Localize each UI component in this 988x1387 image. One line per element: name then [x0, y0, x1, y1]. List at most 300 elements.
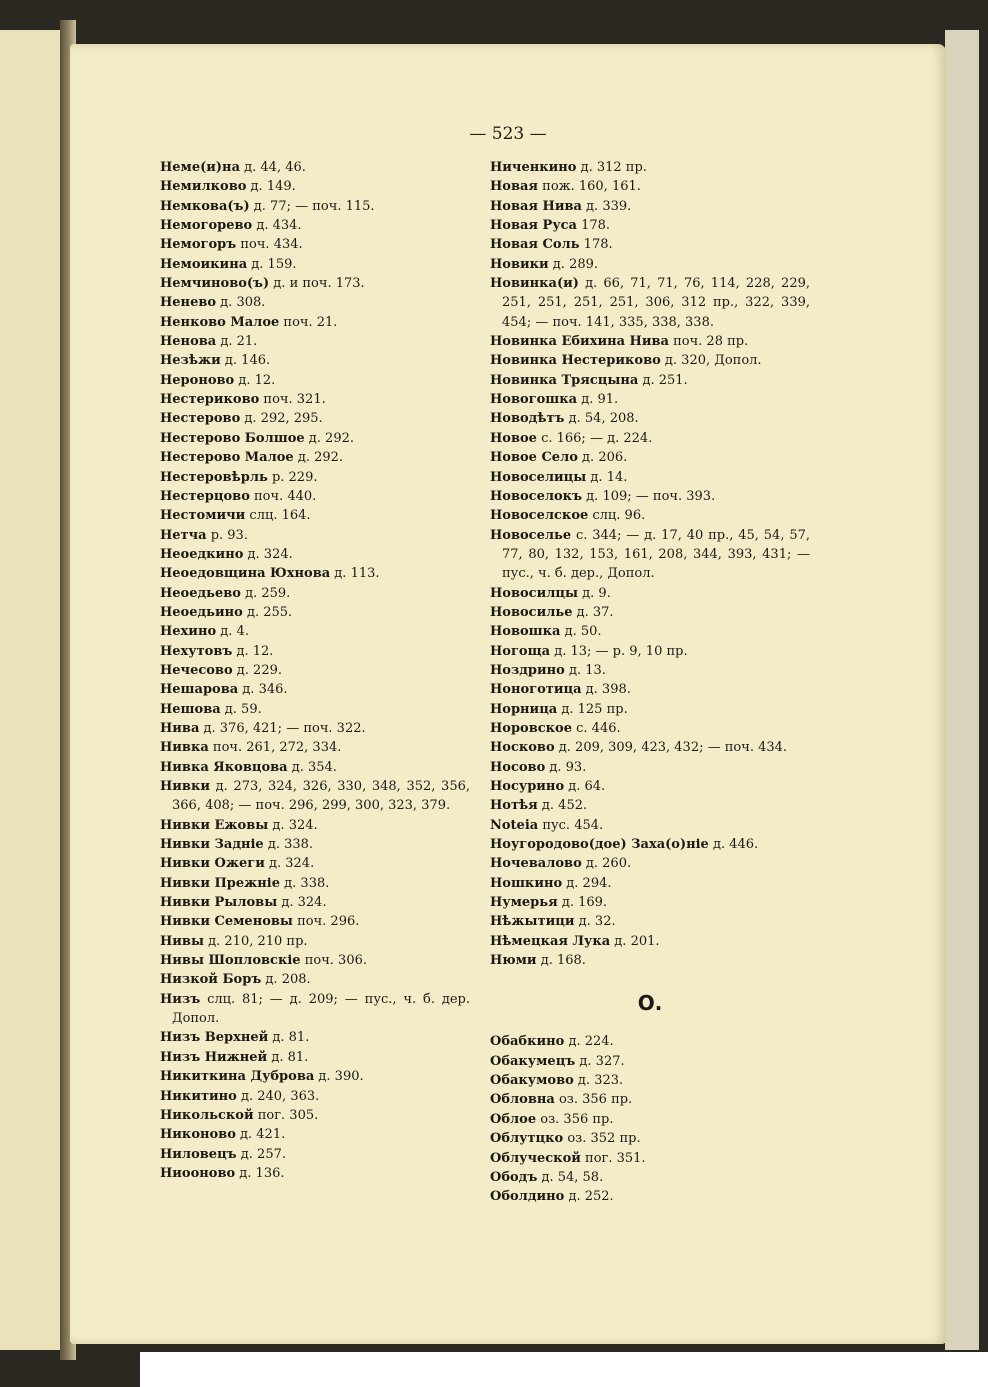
index-entry	[160, 719, 470, 738]
index-entry	[490, 468, 810, 487]
page-number: — 523 —	[469, 124, 547, 144]
entry-reference: д. 338.	[263, 837, 314, 853]
entry-reference: д. 44, 46.	[240, 160, 306, 175]
entry-reference: д. 346.	[238, 682, 288, 698]
entry-name: Низъ	[160, 991, 201, 1007]
index-entry	[160, 332, 470, 351]
entry-name: Ниченкино	[490, 160, 577, 175]
entry-name: Обловна	[490, 1092, 555, 1108]
entry-reference: д. 77; — поч. 115.	[249, 198, 375, 214]
index-entry	[160, 835, 470, 854]
index-entry	[160, 255, 470, 274]
entry-reference: слц. 164.	[245, 508, 311, 524]
left-page-edge	[0, 30, 62, 1350]
entry-reference: д. 324.	[243, 546, 293, 562]
index-entry	[160, 158, 470, 177]
index-entry	[160, 584, 470, 603]
entry-reference: д. 113.	[330, 566, 380, 582]
index-entry	[490, 796, 810, 815]
entry-reference: д. 323.	[573, 1073, 624, 1089]
entry-name: Нехино	[160, 624, 217, 640]
entry-name: Никольской	[160, 1107, 254, 1123]
entry-reference: д. 32.	[574, 914, 616, 930]
index-column-right	[490, 158, 810, 1207]
entry-reference: оз. 356 пр.	[554, 1092, 633, 1108]
entry-reference: оз. 352 пр.	[563, 1131, 641, 1147]
index-entry	[160, 293, 470, 312]
entry-name: Норовское	[490, 720, 572, 736]
index-entry	[160, 603, 470, 622]
entry-reference: д. 12.	[232, 643, 274, 659]
entry-reference: д. 260.	[581, 856, 632, 872]
entry-name: Незѣжи	[160, 353, 221, 369]
entry-reference: 178.	[579, 237, 613, 253]
index-entry	[490, 1187, 810, 1206]
entry-name: Noteia	[490, 817, 539, 833]
index-entry	[160, 177, 470, 196]
entry-name: Новая Руса	[490, 218, 577, 234]
entry-name: Ноноготица	[490, 682, 582, 698]
index-entry	[160, 642, 470, 661]
entry-name: Ногоща	[490, 643, 551, 659]
entry-reference: д. 81.	[268, 1030, 310, 1046]
entry-name: Носово	[490, 759, 546, 775]
entry-name: Новогошка	[490, 392, 578, 408]
entry-reference: д. 146.	[220, 353, 271, 369]
index-entry	[160, 1087, 470, 1106]
index-entry	[160, 371, 470, 390]
entry-name: Нивки Ожеги	[160, 856, 265, 872]
index-entry	[490, 854, 810, 873]
entry-name: Нива	[160, 720, 200, 736]
index-entry	[160, 700, 470, 719]
entry-reference: д. 339.	[581, 198, 632, 214]
entry-reference: пог. 351.	[580, 1150, 646, 1166]
index-entry	[490, 197, 810, 216]
entry-reference: д. 257.	[236, 1146, 287, 1162]
index-entry	[490, 816, 810, 835]
index-entry	[160, 777, 470, 816]
index-entry	[160, 506, 470, 525]
entry-reference: поч. 261, 272, 334.	[208, 740, 342, 756]
index-entry	[490, 893, 810, 912]
entry-name: Ношкино	[490, 875, 563, 891]
entry-name: Нестеровѣрль	[160, 469, 268, 485]
entry-name: Нивки	[160, 779, 210, 794]
entry-name: Нивки Задніе	[160, 837, 264, 853]
entry-reference: д. 201.	[610, 933, 660, 949]
entry-reference: д. 255.	[242, 604, 293, 620]
index-entry	[490, 1129, 810, 1148]
entry-reference: с. 344; — д. 17, 40 пр., 45, 54, 57, 77, 80, 132, 153, 161, 208, 344, 393, 431; — пус., ч. б. дер., Допол.	[502, 527, 810, 582]
scan-margin	[140, 1352, 988, 1387]
index-entry	[160, 274, 470, 293]
entry-reference: д. 13.	[564, 662, 606, 678]
entry-name: Нешова	[160, 701, 221, 717]
entry-name: Нивка	[160, 740, 209, 756]
index-entry	[160, 1106, 470, 1125]
entry-name: Нивы	[160, 933, 204, 949]
entry-reference: д. 338.	[280, 875, 330, 891]
entry-name: Обакумецъ	[490, 1053, 576, 1069]
entry-reference: д. 4.	[216, 624, 249, 640]
index-entry	[490, 409, 810, 428]
entry-name: Неме(и)на	[160, 160, 240, 175]
entry-name: Новое	[490, 430, 537, 446]
entry-name: Нестерово Болшое	[160, 430, 305, 446]
entry-reference: д. 251.	[638, 372, 688, 388]
entry-name: Неоедовщина Юхнова	[160, 566, 331, 582]
index-entry	[490, 506, 810, 525]
entry-reference: д. 354.	[287, 759, 337, 775]
index-entry	[490, 738, 810, 757]
index-entry	[490, 1149, 810, 1168]
entry-name: Обакумово	[490, 1073, 574, 1089]
index-entry	[160, 351, 470, 370]
entry-name: Нѣмецкая Лука	[490, 933, 611, 949]
index-entry	[160, 313, 470, 332]
entry-name: Низкой Боръ	[160, 972, 262, 988]
entry-reference: д. 289.	[548, 256, 599, 272]
index-entry	[160, 1164, 470, 1183]
index-entry	[490, 1090, 810, 1109]
index-entry	[160, 235, 470, 254]
entry-name: Облутцко	[490, 1131, 564, 1147]
entry-reference: д. 421.	[235, 1127, 286, 1143]
entry-name: Носково	[490, 740, 555, 756]
index-entry	[160, 951, 470, 970]
entry-name: Новинка Ебихина Нива	[490, 334, 669, 350]
index-entry	[160, 990, 470, 1029]
entry-name: Никиткина Дуброва	[160, 1069, 315, 1085]
entry-name: Ниловецъ	[160, 1146, 237, 1162]
index-entry	[160, 661, 470, 680]
entry-reference: с. 166; — д. 224.	[536, 430, 653, 446]
index-entry	[160, 1048, 470, 1067]
entry-name: Ненево	[160, 295, 217, 311]
index-entry	[490, 158, 810, 177]
index-entry	[490, 951, 810, 970]
index-entry	[160, 487, 470, 506]
section-letter-heading: О.	[637, 991, 663, 1016]
entry-reference: д. 66, 71, 71, 76, 114, 228, 229, 251, 251, 251, 251, 306, 312 пр., 322, 339, 454; — поч. 141, 335, 338, 338.	[502, 276, 810, 330]
entry-name: Неоедьино	[160, 604, 243, 620]
index-entry	[490, 448, 810, 467]
entry-name: Облое	[490, 1111, 537, 1127]
index-entry	[490, 487, 810, 506]
entry-reference: поч. 21.	[279, 314, 338, 330]
index-entry	[490, 274, 810, 332]
entry-reference: д. 324.	[277, 895, 327, 911]
index-column-left	[160, 158, 470, 1183]
entry-name: Новосилцы	[490, 585, 579, 601]
entry-name: Нивка Яковцова	[160, 759, 288, 775]
entry-name: Нестериково	[160, 392, 260, 408]
entry-name: Неоедкино	[160, 546, 244, 562]
entry-reference: д. 9.	[578, 585, 611, 601]
index-entry	[160, 526, 470, 545]
entry-reference: д. 37.	[572, 604, 614, 620]
index-entry	[160, 216, 470, 235]
index-entry	[490, 874, 810, 893]
entry-reference: р. 93.	[206, 527, 248, 543]
entry-reference: д. 229.	[232, 662, 282, 678]
entry-reference: д. 13; — р. 9, 10 пр.	[550, 643, 688, 659]
entry-name: Ненова	[160, 334, 217, 350]
entry-name: Никитино	[160, 1088, 237, 1104]
entry-name: Нюми	[490, 953, 537, 969]
index-entry	[490, 719, 810, 738]
entry-reference: д. 224.	[564, 1034, 614, 1050]
index-entry	[490, 584, 810, 603]
index-entry	[160, 970, 470, 989]
index-entry	[490, 332, 810, 351]
entry-name: Новоселокъ	[490, 488, 583, 504]
entry-reference: д. 91.	[577, 392, 619, 408]
entry-reference: слц. 81; — д. 209; — пус., ч. б. дер. Допол.	[172, 991, 470, 1027]
index-entry	[490, 1052, 810, 1071]
index-list-o	[490, 1032, 810, 1206]
entry-reference: пож. 160, 161.	[538, 179, 641, 195]
index-entry	[160, 932, 470, 951]
entry-name: Нехутовъ	[160, 643, 233, 659]
entry-reference: д. 159.	[247, 256, 297, 272]
index-entry	[490, 642, 810, 661]
entry-reference: д. 12.	[234, 372, 276, 388]
entry-reference: д. 320, Допол.	[660, 353, 762, 369]
entry-reference: д. 50.	[560, 624, 602, 640]
index-entry	[490, 758, 810, 777]
entry-name: Новошка	[490, 624, 561, 640]
entry-reference: д. 208.	[261, 972, 311, 988]
entry-reference: слц. 96.	[588, 508, 646, 524]
entry-reference: д. 294.	[562, 875, 612, 891]
entry-reference: поч. 434.	[236, 237, 303, 253]
entry-reference: поч. 306.	[300, 953, 368, 969]
entry-reference: д. и поч. 173.	[269, 276, 365, 292]
entry-name: Нивки Семеновы	[160, 914, 293, 930]
entry-reference: д. 54, 208.	[564, 411, 639, 427]
index-entry	[490, 603, 810, 622]
entry-name: Новоселицы	[490, 469, 587, 485]
entry-reference: д. 292.	[293, 450, 344, 466]
entry-name: Облуческой	[490, 1150, 581, 1166]
entry-reference: д. 109; — поч. 393.	[582, 488, 716, 504]
entry-reference: д. 376, 421; — поч. 322.	[199, 720, 366, 736]
index-entry	[160, 409, 470, 428]
index-entry	[160, 912, 470, 931]
entry-reference: д. 81.	[267, 1049, 309, 1065]
index-entry	[490, 351, 810, 370]
entry-name: Нестерцово	[160, 488, 250, 504]
index-entry	[160, 448, 470, 467]
entry-reference: пог. 305.	[253, 1107, 319, 1123]
entry-reference: д. 324.	[268, 817, 318, 833]
entry-name: Нестомичи	[160, 508, 246, 524]
entry-name: Низъ Верхней	[160, 1030, 269, 1046]
entry-reference: д. 259.	[240, 585, 291, 601]
entry-name: Нивы Шопловскіе	[160, 953, 301, 969]
entry-name: Ненково Малое	[160, 314, 280, 330]
entry-name: Носурино	[490, 779, 565, 794]
entry-name: Обабкино	[490, 1034, 565, 1050]
entry-name: Новинка(и)	[490, 276, 579, 292]
entry-name: Ниооново	[160, 1165, 236, 1181]
entry-name: Новинка Трясцына	[490, 372, 639, 388]
index-entry	[490, 177, 810, 196]
entry-reference: д. 446.	[708, 837, 759, 853]
entry-name: Немоикина	[160, 256, 248, 272]
entry-name: Немогоръ	[160, 237, 237, 253]
entry-reference: поч. 28 пр.	[668, 334, 749, 350]
entry-reference: д. 292.	[304, 430, 355, 446]
entry-reference: д. 93.	[545, 759, 587, 775]
entry-name: Новоселское	[490, 508, 589, 524]
index-entry	[490, 835, 810, 854]
index-entry	[160, 429, 470, 448]
entry-name: Нивки Рыловы	[160, 895, 278, 911]
entry-reference: д. 210, 210 пр.	[204, 933, 308, 949]
entry-reference: поч. 321.	[259, 392, 326, 408]
entry-name: Ободъ	[490, 1169, 538, 1185]
entry-name: Норница	[490, 701, 558, 717]
entry-name: Ноздрино	[490, 662, 565, 678]
entry-reference: д. 398.	[581, 682, 631, 698]
entry-reference: д. 136.	[235, 1165, 285, 1181]
entry-reference: д. 149.	[246, 179, 296, 195]
entry-name: Нешарова	[160, 682, 239, 698]
index-entry	[490, 1110, 810, 1129]
entry-name: Нотѣя	[490, 798, 538, 814]
entry-reference: с. 446.	[572, 720, 621, 736]
index-list-n-continued	[490, 158, 810, 970]
index-entry	[490, 235, 810, 254]
entry-name: Немогорево	[160, 218, 253, 234]
entry-name: Никоново	[160, 1127, 236, 1143]
index-entry	[490, 680, 810, 699]
index-entry	[160, 1125, 470, 1144]
entry-name: Новое Село	[490, 450, 578, 466]
entry-reference: д. 390.	[314, 1069, 364, 1085]
book-cover-board	[945, 30, 979, 1350]
entry-name: Ночевалово	[490, 856, 582, 872]
index-entry	[490, 390, 810, 409]
entry-reference: 178.	[576, 218, 611, 234]
entry-name: Новодѣтъ	[490, 411, 565, 427]
index-entry	[160, 680, 470, 699]
entry-name: Новая Соль	[490, 237, 580, 253]
entry-reference: р. 229.	[267, 469, 318, 485]
entry-name: Немилково	[160, 179, 247, 195]
entry-name: Нивки Прежніе	[160, 875, 281, 891]
entry-reference: д. 240, 363.	[236, 1088, 320, 1104]
entry-reference: д. 206.	[577, 450, 628, 466]
index-entry	[160, 893, 470, 912]
index-entry	[490, 216, 810, 235]
entry-name: Ноугородово(дое) Заха(о)ніе	[490, 837, 709, 853]
index-entry	[160, 468, 470, 487]
entry-reference: д. 312 пр.	[576, 160, 647, 175]
book-page	[70, 44, 946, 1344]
entry-reference: д. 434.	[252, 218, 302, 234]
index-entry	[160, 1067, 470, 1086]
entry-reference: д. 292, 295.	[240, 411, 323, 427]
entry-name: Низъ Нижней	[160, 1049, 268, 1065]
entry-reference: д. 273, 324, 326, 330, 348, 352, 356, 366, 408; — поч. 296, 299, 300, 323, 379.	[172, 779, 470, 814]
index-entry	[160, 854, 470, 873]
index-entry	[490, 912, 810, 931]
index-entry	[490, 932, 810, 951]
entry-name: Новосилье	[490, 604, 573, 620]
index-entry	[490, 429, 810, 448]
entry-name: Нестерово	[160, 411, 241, 427]
entry-reference: д. 14.	[586, 469, 628, 485]
index-entry	[490, 1071, 810, 1090]
entry-name: Нечесово	[160, 662, 233, 678]
entry-reference: д. 64.	[564, 779, 606, 794]
index-entry	[160, 874, 470, 893]
entry-reference: д. 59.	[220, 701, 262, 717]
index-entry	[490, 777, 810, 796]
index-entry	[490, 661, 810, 680]
entry-reference: д. 21.	[216, 334, 258, 350]
entry-name: Нѣжытици	[490, 914, 575, 930]
index-entry	[160, 197, 470, 216]
index-entry	[160, 622, 470, 641]
index-entry	[490, 1168, 810, 1187]
entry-reference: пус. 454.	[538, 817, 604, 833]
entry-name: Оболдино	[490, 1189, 565, 1205]
entry-reference: д. 54, 58.	[537, 1169, 604, 1185]
entry-name: Немкова(ъ)	[160, 198, 250, 214]
entry-name: Новики	[490, 256, 549, 272]
entry-reference: д. 125 пр.	[557, 701, 628, 717]
index-entry	[490, 255, 810, 274]
index-entry	[160, 816, 470, 835]
entry-name: Нестерово Малое	[160, 450, 294, 466]
entry-name: Нероново	[160, 372, 235, 388]
entry-reference: д. 308.	[216, 295, 266, 311]
entry-name: Нумерья	[490, 895, 558, 911]
index-entry	[490, 700, 810, 719]
entry-reference: д. 327.	[575, 1053, 625, 1069]
index-entry	[160, 564, 470, 583]
index-entry	[160, 1145, 470, 1164]
entry-name: Новая Нива	[490, 198, 582, 214]
entry-reference: д. 324.	[264, 856, 315, 872]
entry-name: Немчиново(ъ)	[160, 276, 270, 292]
entry-name: Новая	[490, 179, 539, 195]
entry-reference: д. 168.	[536, 953, 586, 969]
entry-reference: оз. 356 пр.	[536, 1111, 614, 1127]
entry-reference: д. 169.	[557, 895, 608, 911]
index-entry	[490, 526, 810, 584]
entry-name: Неоедьево	[160, 585, 241, 601]
index-entry	[160, 545, 470, 564]
index-entry	[160, 390, 470, 409]
entry-name: Нетча	[160, 527, 207, 543]
entry-name: Новинка Нестериково	[490, 353, 661, 369]
index-entry	[160, 1028, 470, 1047]
index-entry	[160, 738, 470, 757]
entry-reference: д. 209, 309, 423, 432; — поч. 434.	[554, 740, 788, 756]
entry-reference: поч. 296.	[292, 914, 360, 930]
entry-reference: д. 452.	[537, 798, 588, 814]
entry-reference: поч. 440.	[249, 488, 317, 504]
index-entry	[490, 371, 810, 390]
index-entry	[490, 622, 810, 641]
index-entry	[490, 1032, 810, 1051]
